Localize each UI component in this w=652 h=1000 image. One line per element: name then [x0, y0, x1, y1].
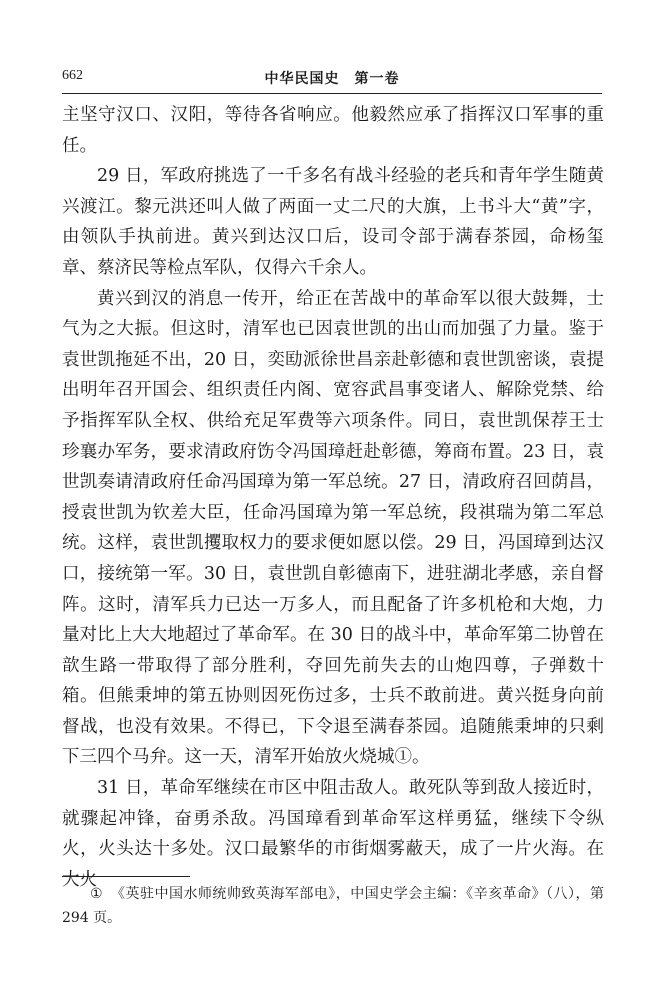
footnote	[62, 882, 604, 930]
paragraph: 31 日，革命军继续在市区中阻击敌人。敢死队等到敌人接近时，就骤起冲锋，奋勇杀敌。冯国璋看到革命军这样勇猛，继续下令纵火，火头达十多处。汉口最繁华的市街烟雾蔽天，成了一片火海。在大火	[62, 778, 604, 890]
page-number: 662	[62, 68, 83, 83]
footnote-mark: ①	[90, 886, 104, 902]
footnote-divider	[62, 876, 190, 877]
paragraph: 29 日，军政府挑选了一千多名有战斗经验的老兵和青年学生随黄兴渡江。黎元洪还叫人做了两面一丈二尺的大旗，上书斗大“黄”字，由领队手执前进。黄兴到达汉口后，设司令部于满春茶园，命杨玺章、蔡济民等检点军队，仅得六千余人。	[62, 166, 604, 278]
running-title: 中华民国史 第一卷	[264, 71, 400, 87]
body-text	[62, 100, 604, 895]
footnote-text: 《英驻中国水师统帅致英海军部电》，中国史学会主编：《辛亥革命》（八），第 294 页。	[62, 886, 604, 926]
page-header	[62, 68, 602, 90]
header-divider	[62, 93, 602, 94]
paragraph-continuation: 主坚守汉口、汉阳，等待各省响应。他毅然应承了指挥汉口军事的重任。	[62, 105, 604, 156]
paragraph: 黄兴到汉的消息一传开，给正在苦战中的革命军以很大鼓舞，士气为之大振。但这时，清军也已因袁世凯的出山而加强了力量。鉴于袁世凯拖延不出，20 日，奕劻派徐世昌亲赴彰德和袁世凯密谈，袁提出明年召开国会、组织责任内阁、宽容武昌事变诸人、解除党禁、给予指挥军队全权、供给充足军费等六项条件。同日，袁世凯保荐王士珍襄办军务，要求清政府饬令冯国璋赶赴彰德，筹商布置。23 日，袁世凯奏请清政府任命冯国璋为第一军总统。27 日，清政府召回荫昌，授袁世凯为钦差大臣，任命冯国璋为第一军总统，段祺瑞为第二军总统。这样，袁世凯攫取权力的要求便如愿以偿。29 日，冯国璋到达汉口，接统第一军。30 日，袁世凯自彰德南下，进驻湖北孝感，亲自督阵。这时，清军兵力已达一万多人，而且配备了许多机枪和大炮，力量对比上大大地超过了革命军。在 30 日的战斗中，革命军第二协曾在歆生路一带取得了部分胜利，夺回先前失去的山炮四尊，子弹数十箱。但熊秉坤的第五协则因死伤过多，士兵不敢前进。黄兴挺身向前督战，也没有效果。不得已，下令退至满春茶园。追随熊秉坤的只剩下三四个马弁。这一天，清军开始放火烧城①。	[62, 288, 604, 768]
